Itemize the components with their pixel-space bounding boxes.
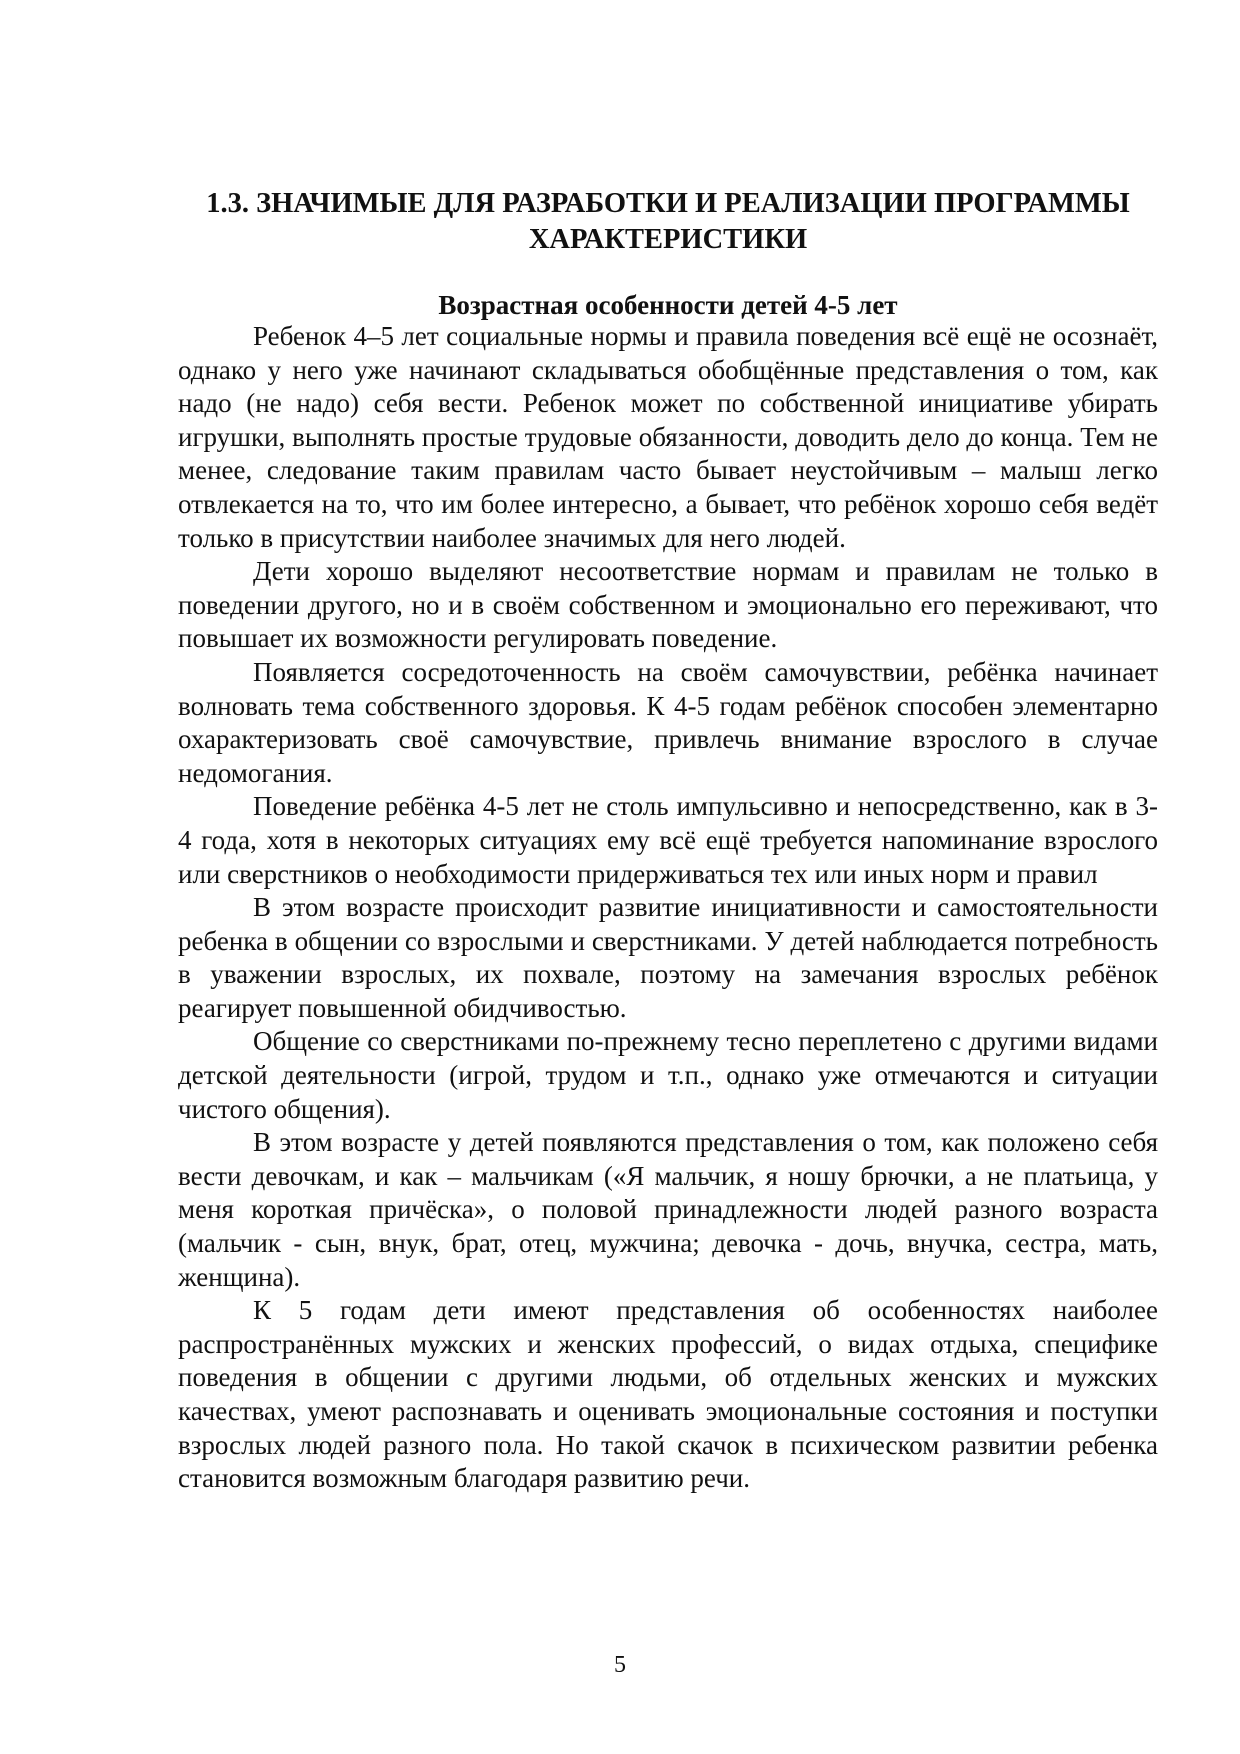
section-heading-line-1: 1.3. ЗНАЧИМЫЕ ДЛЯ РАЗРАБОТКИ И РЕАЛИЗАЦИИ ПРОГРАММЫ [206, 188, 1130, 219]
paragraph: В этом возрасте происходит развитие инициативности и самостоятельности ребенка в общении со взрослыми и сверстниками. У детей наблюдается потребность в уважении взрослых, их похвале, поэтому на замечания взрослых ребёнок реагирует повышенной обидчивостью. [178, 892, 1158, 1023]
body-text [178, 320, 1158, 1496]
paragraph: Ребенок 4–5 лет социальные нормы и правила поведения всё ещё не осознаёт, однако у него уже начинают складываться обобщённые представления о том, как надо (не надо) себя вести. Ребенок может по собственной инициативе убирать игрушки, выполнять простые трудовые обязанности, доводить дело до конца. Тем не менее, следование таким правилам часто бывает неустойчивым – малыш легко отвлекается на то, что им более интересно, а бывает, что ребёнок хорошо себя ведёт только в присутствии наиболее значимых для него людей. [178, 321, 1158, 553]
section-heading [178, 186, 1158, 258]
page-number: 5 [614, 1652, 626, 1678]
paragraph: К 5 годам дети имеют представления об особенностях наиболее распространённых мужских и женских профессий, о видах отдыха, специфике поведения в общении с другими людьми, об отдельных женских и мужских качествах, умеют распознавать и оценивать эмоциональные состояния и поступки взрослых людей разного пола. Но такой скачок в психическом развитии ребенка становится возможным благодаря развитию речи. [178, 1295, 1158, 1494]
paragraph: Общение со сверстниками по-прежнему тесно переплетено с другими видами детской деятельности (игрой, трудом и т.п., однако уже отмечаются и ситуации чистого общения). [178, 1026, 1158, 1124]
paragraph: Поведение ребёнка 4-5 лет не столь импульсивно и непосредственно, как в 3-4 года, хотя в некоторых ситуациях ему всё ещё требуется напоминание взрослого или сверстников о необходимости придерживаться тех или иных норм и правил [178, 791, 1158, 889]
paragraph: В этом возрасте у детей появляются представления о том, как положено себя вести девочкам, и как – мальчикам («Я мальчик, я ношу брючки, а не платьица, у меня короткая причёска», о половой принадлежности людей разного возраста (мальчик - сын, внук, брат, отец, мужчина; девочка - дочь, внучка, сестра, мать, женщина). [178, 1127, 1158, 1292]
section-heading-line-2: ХАРАКТЕРИСТИКИ [528, 224, 808, 255]
subsection-heading: Возрастная особенности детей 4-5 лет [438, 290, 898, 320]
paragraph: Дети хорошо выделяют несоответствие нормам и правилам не только в поведении другого, но и в своём собственном и эмоционально его переживают, что повышает их возможности регулировать поведение. [178, 556, 1158, 654]
paragraph: Появляется сосредоточенность на своём самочувствии, ребёнка начинает волновать тема собственного здоровья. К 4-5 годам ребёнок способен элементарно охарактеризовать своё самочувствие, привлечь внимание взрослого в случае недомогания. [178, 656, 1158, 788]
